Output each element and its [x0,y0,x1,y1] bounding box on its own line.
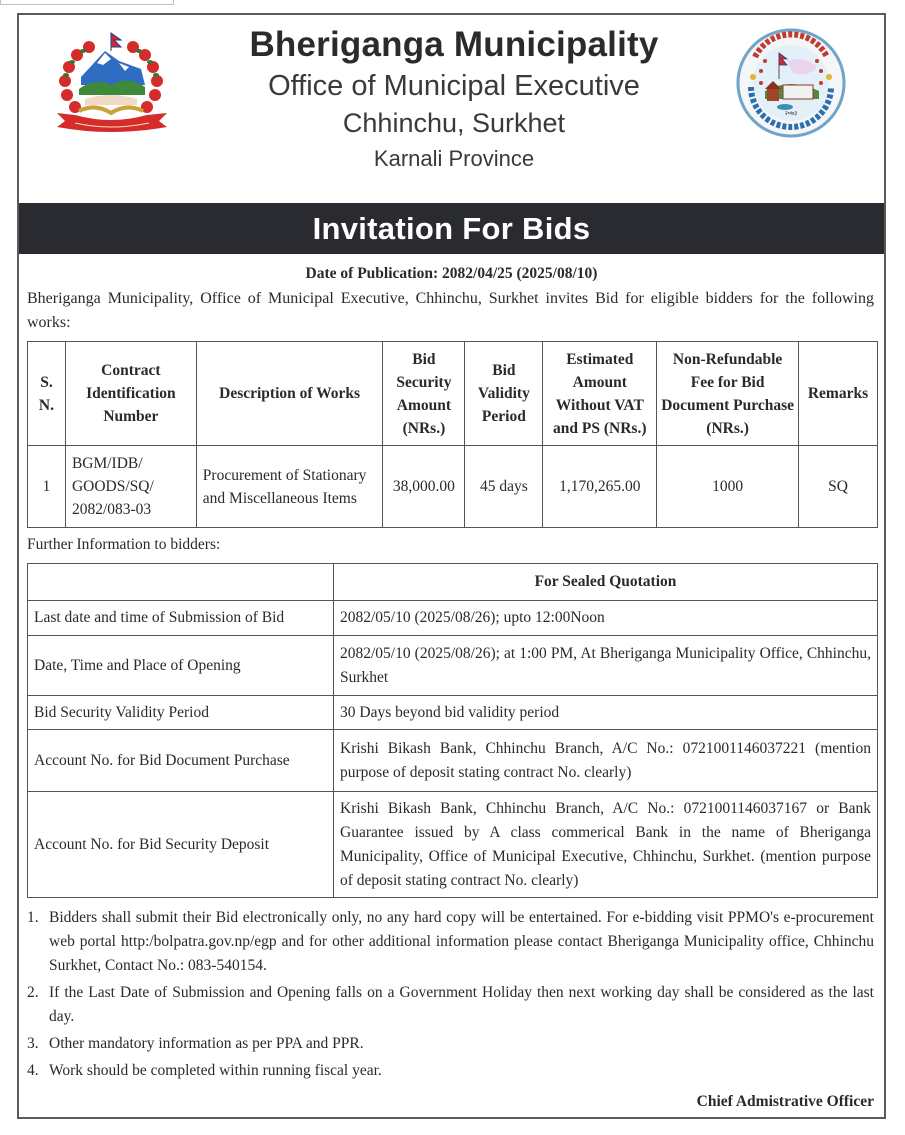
col-header-bid-security: Bid Security Amount (NRs.) [383,342,465,446]
signatory-title: Chief Admistrative Officer [696,1093,874,1110]
note-number: 2. [27,984,39,1001]
info-header-sealed-quotation: For Sealed Quotation [334,564,878,601]
publication-date: Date of Publication: 2082/04/25 (2025/08/10) [305,265,598,282]
further-info-table [27,563,878,898]
cell-remarks: SQ [799,446,878,528]
intro-paragraph: Bheriganga Municipality, Office of Municipal Executive, Chhinchu, Surkhet invites Bid for eligible bidders for the following works: [27,290,874,331]
col-header-sn: S. N. [28,342,66,446]
invitation-banner: Invitation For Bids [19,203,884,254]
notes-list [27,906,876,1083]
note-number: 3. [27,1035,39,1052]
info-value: Krishi Bikash Bank, Chhinchu Branch, A/C No.: 0721001146037167 or Bank Guarantee issued by A class commerical Bank in the name of Bheriganga Municipality, Office of Municipal Executive, Chhinchu, Surkhet. (mention purpose of deposit stating contract No. clearly) [334,792,878,898]
info-value: 30 Days beyond bid validity period [334,696,878,730]
info-label: Date, Time and Place of Opening [28,636,334,696]
office-location: Chhinchu, Surkhet [342,108,566,138]
header [19,15,884,203]
info-label: Last date and time of Submission of Bid [28,601,334,636]
cell-description: Procurement of Stationary and Miscellaneous Items [196,446,383,528]
note-text: Work should be completed within running fiscal year. [49,1062,382,1079]
notice-body [19,254,884,1111]
svg-text:२०७३: २०७३ [784,110,798,117]
top-edge-strip [0,0,174,5]
table-row [28,601,878,636]
info-label: Bid Security Validity Period [28,696,334,730]
info-value: Krishi Bikash Bank, Chhinchu Branch, A/C No.: 0721001146037221 (mention purpose of deposit stating contract No. clearly) [334,730,878,792]
note-text: Other mandatory information as per PPA and PPR. [49,1035,364,1052]
cell-validity: 45 days [465,446,543,528]
list-item [27,1032,876,1056]
col-header-fee: Non-Refundable Fee for Bid Document Purchase (NRs.) [657,342,799,446]
col-header-remarks: Remarks [799,342,878,446]
info-value: 2082/05/10 (2025/08/26); upto 12:00Noon [334,601,878,636]
bheriganga-municipality-seal-icon [735,27,847,139]
nepal-emblem-icon [45,29,179,139]
province-name: Karnali Province [373,146,535,171]
table-row [28,636,878,696]
col-header-estimated-amount: Estimated Amount Without VAT and PS (NRs.) [543,342,657,446]
table-row [28,792,878,898]
table-row [28,446,878,528]
works-table [27,341,878,528]
cell-fee: 1000 [657,446,799,528]
cell-sn: 1 [28,446,66,528]
col-header-validity: Bid Validity Period [465,342,543,446]
info-label: Account No. for Bid Security Deposit [28,792,334,898]
info-header-blank [28,564,334,601]
table-row [28,696,878,730]
note-text: Bidders shall submit their Bid electronically only, no any hard copy will be entertained. For e-bidding visit PPMO's e-procurement web portal http:/bolpatra.gov.np/egp and for other additional information please contact Bheriganga Municipality office, Chhinchu Surkhet, Contact No.: 083-540154. [49,909,874,974]
cell-bid-security: 38,000.00 [383,446,465,528]
cell-contract-id: BGM/IDB/ GOODS/SQ/ 2082/083-03 [65,446,196,528]
note-number: 1. [27,909,39,926]
works-table-header [28,342,878,446]
info-value: 2082/05/10 (2025/08/26); at 1:00 PM, At Bheriganga Municipality Office, Chhinchu, Surkhet [334,636,878,696]
col-header-description: Description of Works [196,342,383,446]
list-item [27,981,876,1029]
info-table-header [28,564,878,601]
note-text: If the Last Date of Submission and Opening falls on a Government Holiday then next working day shall be considered as the last day. [49,984,874,1025]
cell-estimated-amount: 1,170,265.00 [543,446,657,528]
bid-notice-document [17,13,886,1119]
office-titles [199,23,709,176]
list-item [27,1059,876,1083]
info-label: Account No. for Bid Document Purchase [28,730,334,792]
list-item [27,906,876,978]
col-header-contract-id: Contract Identification Number [65,342,196,446]
further-info-label: Further Information to bidders: [27,536,221,553]
table-row [28,730,878,792]
municipality-name: Bheriganga Municipality [249,25,659,64]
office-name: Office of Municipal Executive [268,70,640,102]
note-number: 4. [27,1062,39,1079]
